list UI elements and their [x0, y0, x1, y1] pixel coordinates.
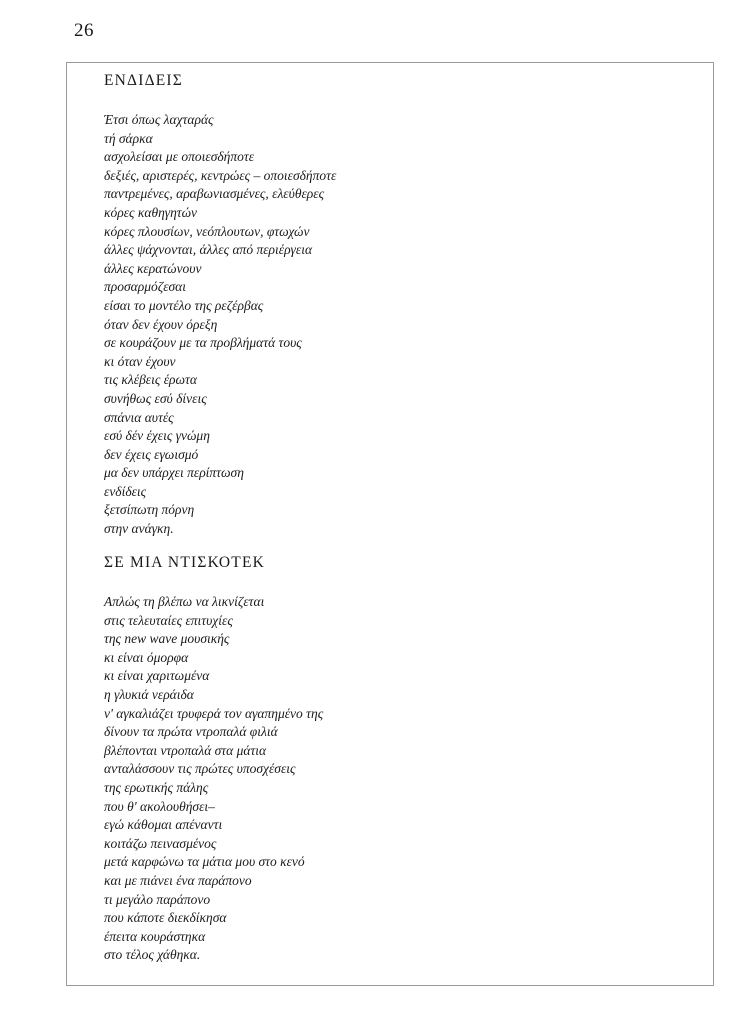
- page-number: 26: [74, 20, 94, 41]
- poem-line: στο τέλος χάθηκα.: [104, 947, 201, 963]
- poem-line: στις τελευταίες επιτυχίες: [104, 612, 233, 628]
- poem-line: τις κλέβεις έρωτα: [104, 372, 197, 388]
- poem-line: σπάνια αυτές: [104, 409, 174, 425]
- poem-line: άλλες κερατώνουν: [104, 260, 202, 276]
- poem-lines: [104, 111, 694, 539]
- poem-line: βλέπονται ντροπαλά στα μάτια: [104, 742, 267, 758]
- poem-line: μετά καρφώνω τα μάτια μου στο κενό: [104, 854, 305, 870]
- poem-line: Έτσι όπως λαχταράς: [104, 112, 214, 127]
- poem-line: που κάποτε διεκδίκησα: [104, 910, 227, 926]
- poem-line: τή σάρκα: [104, 130, 153, 146]
- poem-line: τι μεγάλο παράπονο: [104, 891, 211, 907]
- poem-line: δίνουν τα πρώτα ντροπαλά φιλιά: [104, 724, 278, 740]
- poem-line: η γλυκιά νεράιδα: [104, 686, 194, 702]
- poem-line: κοιτάζω πεινασμένος: [104, 835, 217, 851]
- poem-line: ν' αγκαλιάζει τρυφερά τον αγαπημένο της: [104, 705, 324, 721]
- poem-line: μα δεν υπάρχει περίπτωση: [104, 465, 244, 481]
- poem-line: ενδίδεις: [104, 483, 147, 499]
- poem-line: της new wave μουσικής: [104, 631, 230, 647]
- poem-line: ξετσίπωτη πόρνη: [104, 502, 195, 518]
- poem-line: και με πιάνει ένα παράπονο: [104, 872, 252, 888]
- poem-line: συνήθως εσύ δίνεις: [104, 390, 207, 406]
- poem-line: κι είναι χαριτωμένα: [104, 668, 210, 684]
- poem-line: ανταλάσσουν τις πρώτες υποσχέσεις: [104, 761, 296, 777]
- poem-line: ασχολείσαι με οποιεσδήποτε: [104, 149, 255, 165]
- poem-title: ΣΕ ΜΙΑ ΝΤΙΣΚΟΤΕΚ: [104, 554, 266, 571]
- poem-line: παντρεμένες, αραβωνιασμένες, ελεύθερες: [104, 186, 325, 202]
- poem-title: ΕΝΔΙΔΕΙΣ: [104, 72, 184, 89]
- poem-line: άλλες ψάχνονται, άλλες από περιέργεια: [104, 242, 313, 258]
- poem-line: της ερωτικής πάλης: [104, 779, 209, 795]
- poem-line: δεν έχεις εγωισμό: [104, 446, 199, 462]
- poem-line: εγώ κάθομαι απέναντι: [104, 817, 223, 833]
- poem-line: εσύ δέν έχεις γνώμη: [104, 428, 210, 444]
- poem-se-mia-ntiskotek: [104, 552, 694, 965]
- poem-line: σε κουράζουν με τα προβλήματά τους: [104, 335, 302, 351]
- poem-line: έπειτα κουράστηκα: [104, 928, 206, 944]
- poem-line: όταν δεν έχουν όρεξη: [104, 316, 218, 332]
- poem-line: Απλώς τη βλέπω να λικνίζεται: [104, 594, 265, 609]
- poem-line: κόρες καθηγητών: [104, 204, 198, 220]
- poem-line: κι είναι όμορφα: [104, 649, 189, 665]
- poem-line: κόρες πλουσίων, νεόπλουτων, φτωχών: [104, 223, 310, 239]
- poem-endideis: [104, 70, 694, 539]
- poem-line: δεξιές, αριστερές, κεντρώες – οποιεσδήποτε: [104, 167, 337, 183]
- poem-line: κι όταν έχουν: [104, 353, 176, 369]
- poem-line: που θ' ακολουθήσει–: [104, 798, 215, 814]
- poem-line: στην ανάγκη.: [104, 521, 174, 537]
- poem-lines: [104, 593, 694, 965]
- poem-line: προσαρμόζεσαι: [104, 279, 187, 295]
- poem-line: είσαι το μοντέλο της ρεζέρβας: [104, 297, 264, 313]
